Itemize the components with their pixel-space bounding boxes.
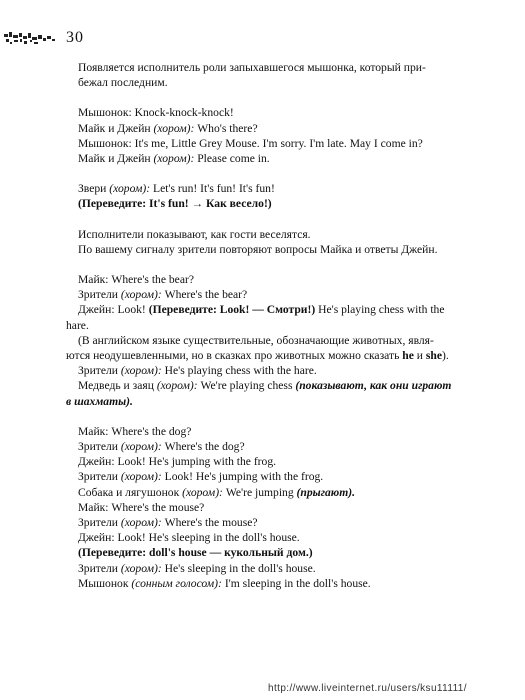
stage-direction: Исполнители показывают, как гости веселятся. [78, 227, 311, 241]
grammar-note: ются неодушевленными, но в сказках про животных можно сказать he и she). [66, 349, 449, 363]
corner-ornament-icon [2, 28, 58, 48]
grammar-note: (В английском языке существительные, обозначающие животных, явля- [78, 333, 434, 347]
dialogue-line: Собака и лягушонок (хором): We're jumping (прыгают). [78, 485, 356, 499]
dialogue-line: Майк и Джейн (хором): Who's there? [78, 121, 258, 135]
dialogue-line: Мышонок: Knock-knock-knock! [78, 106, 234, 120]
translate-note: (Переведите: It's fun! → Как весело!) [78, 197, 272, 211]
dialogue-line: Зрители (хором): He's playing chess with the hare. [78, 364, 317, 378]
intro-line-1: Появляется исполнитель роли запыхавшегося мышонка, который при- [78, 61, 426, 74]
watermark-url: http://www.liveinternet.ru/users/ksu11111/ [268, 683, 467, 694]
dialogue-line: Майк: Where's the bear? [78, 273, 194, 287]
dialogue-line: Мышонок: It's me, Little Grey Mouse. I'm sorry. I'm late. May I come in? [78, 136, 423, 150]
translate-note: (Переведите: doll's house — кукольный дом.) [78, 546, 313, 560]
dialogue-line: Майк: Where's the mouse? [78, 500, 205, 514]
dialogue-line: Майк и Джейн (хором): Please come in. [78, 152, 270, 166]
dialogue-line: Зрители (хором): Where's the mouse? [78, 516, 258, 530]
dialogue-line: Зрители (хором): Where's the dog? [78, 440, 245, 454]
dialogue-line: Джейн: Look! He's sleeping in the doll's house. [78, 531, 300, 545]
dialogue-line: Зрители (хором): Look! He's jumping with the frog. [78, 470, 324, 484]
dialogue-line: Звери (хором): Let's run! It's fun! It's fun! [78, 182, 275, 196]
dialogue-line: Мышонок (сонным голосом): I'm sleeping in the doll's house. [78, 576, 371, 590]
page-text [66, 60, 474, 591]
dialogue-line: Зрители (хором): Where's the bear? [78, 288, 248, 302]
dialogue-line: Зрители (хором): He's sleeping in the doll's house. [78, 561, 316, 575]
dialogue-line: Джейн: Look! (Переведите: Look! — Смотри!) He's playing chess with the [78, 303, 445, 317]
dialogue-line: Джейн: Look! He's jumping with the frog. [78, 455, 277, 469]
dialogue-line: Майк: Where's the dog? [78, 424, 192, 438]
page-number: 30 [66, 29, 84, 46]
dialogue-line-cont: hare. [66, 318, 89, 332]
dialogue-line: Медведь и заяц (хором): We're playing chess (показывают, как они играют [78, 379, 452, 393]
dialogue-line-cont: в шахматы). [66, 394, 133, 408]
intro-line-2: бежал последним. [78, 76, 168, 90]
stage-direction: По вашему сигналу зрители повторяют вопросы Майка и ответы Джейн. [78, 242, 438, 256]
